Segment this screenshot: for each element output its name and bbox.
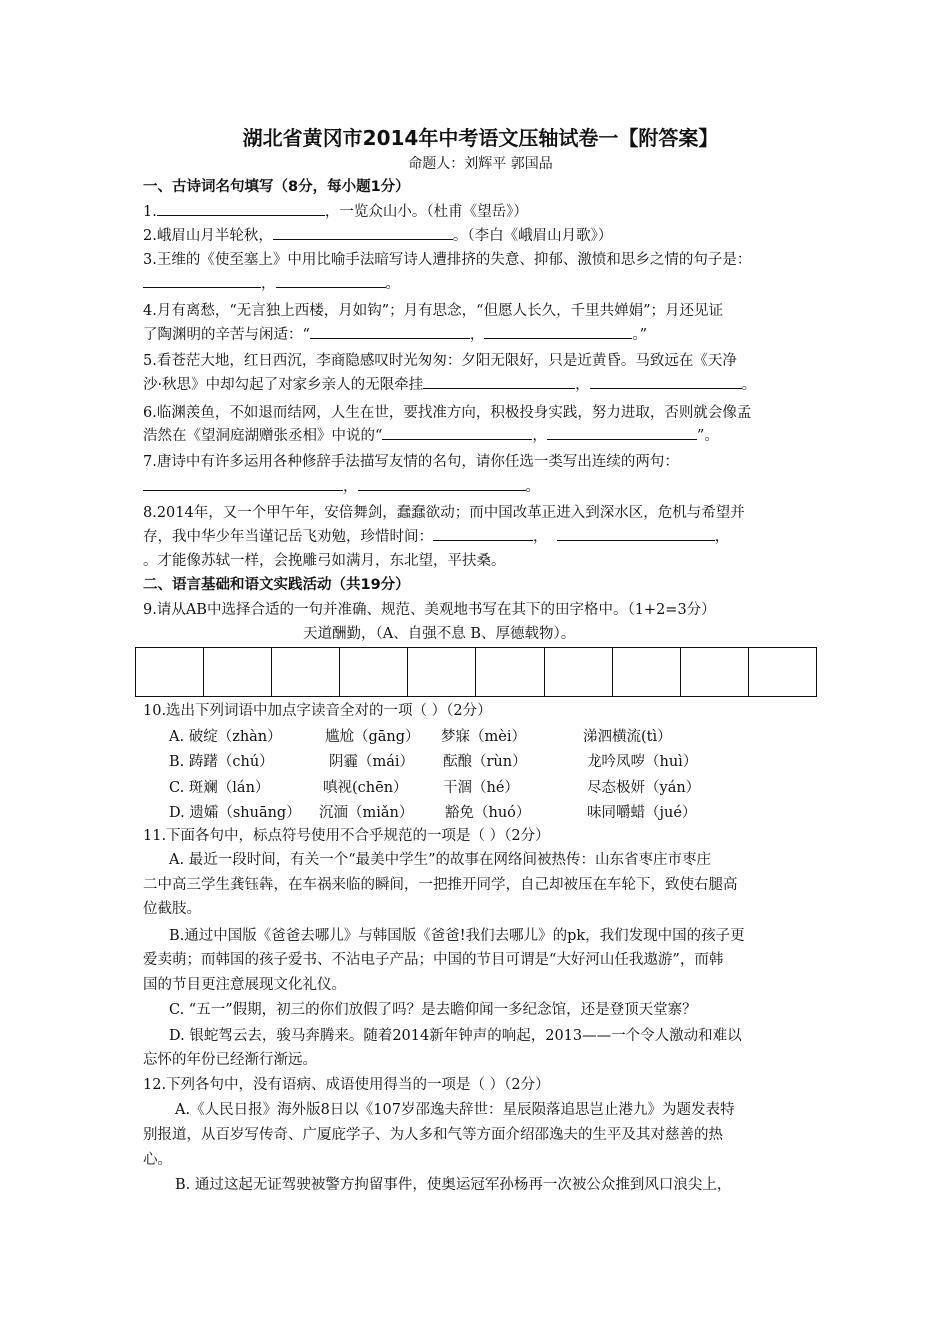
question-11-c: C. “五一”假期，初三的你们放假了吗？是去瞻仰闻一多纪念馆，还是登顶天堂寨？ — [169, 1002, 697, 1018]
question-11-b: B.通过中国版《爸爸去哪儿》与韩国版《爸爸!我们去哪儿》的pk，我们发现中国的孩子更 — [169, 928, 745, 944]
question-12-a-end: 心。 — [143, 1152, 172, 1168]
question-1: 1. ，一览众山小。（杜甫《望岳》） — [143, 201, 528, 223]
question-8: 8.2014年，又一个甲午年，安倍舞剑，蠢蠢欲动；而中国改革正进入到深水区，危机与希望并 — [143, 505, 745, 521]
option-word: D. 遗孀（shuāng） — [169, 805, 301, 821]
option-word: 龙吟凤哕（huì） — [587, 754, 698, 770]
option-word: 味同嚼蜡（jué） — [587, 805, 697, 821]
question-9: 9.请从AB中选择合适的一句并准确、规范、美观地书写在其下的田字格中。（1+2=3分） — [143, 602, 716, 618]
option-word: B. 踌躇（chú） — [169, 754, 274, 770]
question-11-d: D. 银蛇驾云去，骏马奔腾来。随着2014新年钟声的响起，2013——一个令人激动和难以 — [169, 1028, 742, 1044]
option-word: 涕泗横流(tì） — [583, 729, 672, 745]
grid-cell[interactable] — [681, 648, 749, 696]
question-11-a: A. 最近一段时间，有关一个“最美中学生”的故事在网络间被热传：山东省枣庄市枣庄 — [169, 852, 712, 868]
question-8-end: 。才能像苏轼一样，会挽雕弓如满月，东北望，平扶桑。 — [143, 553, 506, 569]
question-12-a: A.《人民日报》海外版8日以《107岁邵逸夫辞世：星辰陨落追思岂止港九》为题发表特 — [175, 1102, 735, 1118]
answer-blank[interactable] — [358, 476, 526, 491]
answer-blank[interactable] — [143, 273, 261, 288]
option-word: 沉湎（miǎn） — [319, 805, 414, 821]
question-5: 5.看苍茫大地，红日西沉，李商隐感叹时光匆匆：夕阳无限好，只是近黄昏。马致远在《天净 — [143, 353, 737, 369]
answer-blank[interactable] — [273, 225, 453, 240]
option-word: 干涸（hé） — [443, 780, 519, 796]
grid-cell[interactable] — [545, 648, 613, 696]
question-4-cont: 了陶渊明的辛苦与闲适：“ ， 。” — [143, 324, 647, 346]
question-11-b-cont: 爱卖萌；而韩国的孩子爱书、不沾电子产品；中国的节目可谓是“大好河山任我遨游”，而韩 — [143, 952, 724, 968]
answer-blank[interactable] — [143, 476, 343, 491]
grid-cell[interactable] — [340, 648, 408, 696]
question-5-cont: 沙·秋思》中却勾起了对家乡亲人的无限牵挂 ， 。 — [143, 374, 756, 396]
grid-cell[interactable] — [204, 648, 272, 696]
question-11-a-end: 位截肢。 — [143, 901, 201, 917]
question-2: 2.峨眉山月半轮秋， 。（李白《峨眉山月歌》） — [143, 225, 612, 247]
option-word: 梦寐（mèi） — [441, 729, 526, 745]
question-12: 12.下列各句中，没有语病、成语使用得当的一项是（ ）（2分） — [143, 1077, 550, 1093]
answer-blank[interactable] — [433, 526, 533, 541]
authors-line: 命题人：刘辉平 郭国品 — [408, 156, 553, 172]
writing-grid — [135, 647, 817, 697]
answer-blank[interactable] — [547, 425, 697, 440]
question-8-cont: 存，我中华少年当谨记岳飞劝勉，珍惜时间： ， ， — [143, 526, 729, 548]
option-word: A. 破绽（zhàn） — [169, 729, 282, 745]
question-11: 11.下面各句中，标点符号使用不合乎规范的一项是（ ）（2分） — [143, 828, 550, 844]
answer-blank[interactable] — [157, 201, 325, 216]
option-word: 尴尬（gāng） — [325, 729, 420, 745]
grid-cell[interactable] — [408, 648, 476, 696]
question-7-answer: ， 。 — [143, 476, 540, 498]
answer-blank[interactable] — [484, 324, 632, 339]
question-11-d-cont: 忘怀的年份已经渐行渐远。 — [143, 1052, 317, 1068]
answer-blank[interactable] — [382, 425, 532, 440]
question-11-b-end: 国的节目更注意展现文化礼仪。 — [143, 977, 346, 993]
question-3: 3.王维的《使至塞上》中用比喻手法暗写诗人遭排挤的失意、抑郁、激愤和思乡之情的句子是： — [143, 252, 752, 268]
option-word: 阴霾（mái） — [329, 754, 415, 770]
question-10: 10.选出下列词语中加点字读音全对的一项（ ）（2分） — [143, 703, 492, 719]
option-word: C. 斑斓（lán） — [169, 780, 270, 796]
answer-blank[interactable] — [423, 374, 575, 389]
answer-blank[interactable] — [557, 526, 715, 541]
option-word: 酝酿（rùn） — [443, 754, 527, 770]
question-12-a-cont: 别报道，从百岁写传奇、广厦庇学子、为人多和气等方面介绍邵逸夫的生平及其对慈善的热 — [143, 1127, 723, 1143]
question-11-a-cont: 二中高三学生龚钰犇，在车祸来临的瞬间，一把推开同学，自己却被压在车轮下，致使右腿高 — [143, 877, 738, 893]
answer-blank[interactable] — [276, 273, 386, 288]
answer-blank[interactable] — [310, 324, 470, 339]
option-word: 嗔视(chēn） — [323, 780, 408, 796]
question-6-cont: 浩然在《望洞庭湖赠张丞相》中说的“ ， ”。 — [143, 425, 719, 447]
question-3-answer: ， 。 — [143, 273, 400, 295]
grid-cell[interactable] — [136, 648, 204, 696]
option-word: 尽态极妍（yán） — [587, 780, 701, 796]
question-6: 6.临渊羡鱼，不如退而结网，人生在世，要找准方向，积极投身实践，努力进取，否则就会像孟 — [143, 405, 752, 421]
question-9-options: 天道酬勤，（A、自强不息 B、厚德载物）。 — [303, 626, 576, 642]
section-1-heading: 一、古诗词名句填写（8分，每小题1分） — [143, 179, 410, 195]
grid-cell[interactable] — [272, 648, 340, 696]
question-7: 7.唐诗中有许多运用各种修辞手法描写友情的名句，请你任选一类写出连续的两句： — [143, 454, 679, 470]
page-title: 湖北省黄冈市2014年中考语文压轴试卷一【附答案】 — [242, 126, 719, 150]
grid-cell[interactable] — [476, 648, 544, 696]
question-12-b: B. 通过这起无证驾驶被警方拘留事件，使奥运冠军孙杨再一次被公众推到风口浪尖上， — [175, 1177, 732, 1193]
grid-cell[interactable] — [613, 648, 681, 696]
grid-cell[interactable] — [749, 648, 816, 696]
question-4: 4.月有离愁，“无言独上西楼，月如钩”；月有思念，“但愿人长久，千里共婵娟”；月还见证 — [143, 303, 723, 319]
section-2-heading: 二、语言基础和语文实践活动（共19分） — [143, 577, 410, 593]
option-word: 豁免（huó） — [445, 805, 531, 821]
answer-blank[interactable] — [590, 374, 742, 389]
